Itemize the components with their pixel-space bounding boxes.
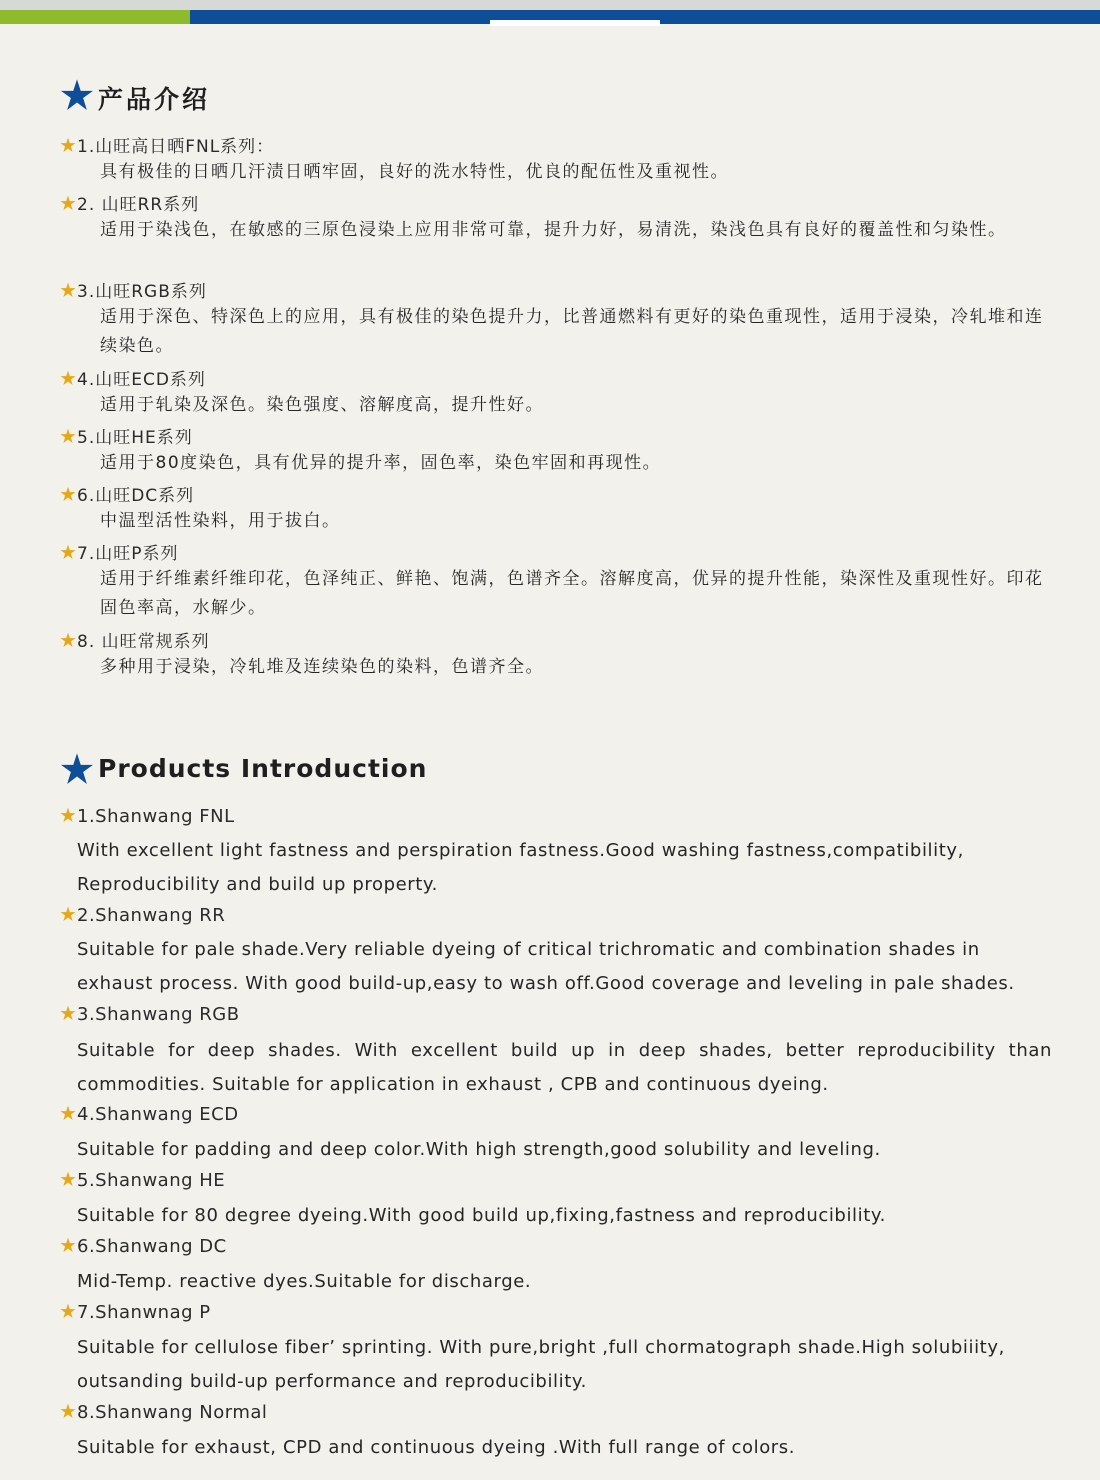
yellow-star-icon — [60, 807, 76, 823]
en-item-desc: Suitable for pale shade.Very reliable dyeing of critical trichromatic and combination shades in exhaust process. With good build-up,easy to wash off.Good coverage and leveling in pale shades. — [77, 939, 1015, 994]
top-color-bar — [0, 0, 1100, 26]
en-item-title — [60, 1170, 225, 1191]
cn-item-desc: 中温型活性染料，用于拔白。 — [100, 511, 341, 531]
en-item-title — [60, 1004, 240, 1025]
cn-item-title-text: 5.山旺HE系列 — [77, 428, 193, 448]
bar-tab-notch — [490, 20, 660, 26]
cn-item-title — [60, 190, 199, 215]
english-product-section — [0, 752, 1100, 1458]
en-item-title-text: 3.Shanwang RGB — [77, 1004, 240, 1025]
yellow-star-icon — [60, 1303, 76, 1319]
en-item-title — [60, 1302, 211, 1323]
en-item-desc: Suitable for 80 degree dyeing.With good build up,fixing,fastness and reproducibility. — [77, 1205, 886, 1226]
cn-item-title-text: 4.山旺ECD系列 — [77, 370, 206, 390]
yellow-star-icon — [60, 1237, 76, 1253]
yellow-star-icon — [60, 1403, 76, 1419]
chinese-section-heading — [0, 78, 1100, 118]
en-item-title-text: 4.Shanwang ECD — [77, 1104, 239, 1125]
en-item-desc: Suitable for exhaust, CPD and continuous dyeing .With full range of colors. — [77, 1437, 796, 1458]
en-item-title-text: 5.Shanwang HE — [77, 1170, 226, 1191]
en-item-desc: Suitable for padding and deep color.With high strength,good solubility and leveling. — [77, 1139, 881, 1160]
yellow-star-icon — [60, 137, 76, 153]
english-section-title: Products Introduction — [98, 754, 428, 783]
cn-item-desc: 多种用于浸染，冷轧堆及连续染色的染料，色谱齐全。 — [100, 657, 544, 677]
cn-item-desc: 适用于深色、特深色上的应用，具有极佳的染色提升力，比普通燃料有更好的染色重现性，适用于浸染，冷轧堆和连续染色。 — [100, 307, 1044, 356]
en-item-title-text: 6.Shanwang DC — [77, 1236, 227, 1257]
cn-item-title — [60, 539, 178, 564]
cn-item-title-text: 1.山旺高日晒FNL系列： — [77, 137, 275, 157]
cn-item-title — [60, 277, 207, 302]
cn-item-desc: 适用于纤维素纤维印花，色泽纯正、鲜艳、饱满，色谱齐全。溶解度高，优异的提升性能，染深性及重现性好。印花固色率高，水解少。 — [100, 569, 1044, 618]
en-item-title — [60, 905, 225, 926]
chinese-product-section — [0, 78, 1100, 677]
en-item-title — [60, 806, 235, 827]
yellow-star-icon — [60, 1171, 76, 1187]
en-item-desc: Suitable for deep shades. With excellent build up in deep shades, better reproducibility than commodities. Suitable for application in exhaust , CPB and continuous dyeing. — [77, 1040, 1052, 1095]
yellow-star-icon — [60, 370, 76, 386]
cn-item-title-text: 2. 山旺RR系列 — [77, 195, 200, 215]
cn-item-title-text: 7.山旺P系列 — [77, 544, 179, 564]
yellow-star-icon — [60, 632, 76, 648]
yellow-star-icon — [60, 1005, 76, 1021]
yellow-star-icon — [60, 282, 76, 298]
en-item-title-text: 2.Shanwang RR — [77, 905, 226, 926]
cn-item-title — [60, 481, 194, 506]
cn-item-title-text: 6.山旺DC系列 — [77, 486, 195, 506]
cn-item-desc: 具有极佳的日晒几汗渍日晒牢固，良好的洗水特性，优良的配伍性及重视性。 — [100, 162, 729, 182]
yellow-star-icon — [60, 544, 76, 560]
chinese-section-title: 产品介绍 — [98, 85, 211, 114]
en-item-title — [60, 1236, 227, 1257]
blue-star-icon — [60, 752, 94, 786]
top-shade-strip — [0, 0, 1100, 10]
en-item-desc: Mid-Temp. reactive dyes.Suitable for discharge. — [77, 1271, 532, 1292]
en-item-title — [60, 1104, 239, 1125]
cn-item-desc: 适用于轧染及深色。染色强度、溶解度高，提升性好。 — [100, 395, 544, 415]
cn-item-title-text: 3.山旺RGB系列 — [77, 282, 207, 302]
cn-item-title — [60, 365, 206, 390]
en-item-title-text: 7.Shanwnag P — [77, 1302, 211, 1323]
cn-item-title — [60, 423, 193, 448]
green-bar-segment — [0, 10, 190, 24]
english-section-heading — [0, 752, 1100, 792]
blue-star-icon — [60, 78, 94, 112]
cn-item-title-text: 8. 山旺常规系列 — [77, 632, 210, 652]
yellow-star-icon — [60, 486, 76, 502]
en-item-title — [60, 1402, 267, 1423]
cn-item-title — [60, 627, 210, 652]
yellow-star-icon — [60, 1105, 76, 1121]
yellow-star-icon — [60, 195, 76, 211]
cn-item-desc: 适用于80度染色，具有优异的提升率，固色率，染色牢固和再现性。 — [100, 453, 662, 473]
yellow-star-icon — [60, 428, 76, 444]
yellow-star-icon — [60, 906, 76, 922]
cn-item-desc: 适用于染浅色，在敏感的三原色浸染上应用非常可靠，提升力好，易清洗，染浅色具有良好的覆盖性和匀染性。 — [100, 220, 1007, 240]
cn-item-title — [60, 132, 274, 157]
en-item-title-text: 1.Shanwang FNL — [77, 806, 235, 827]
en-item-title-text: 8.Shanwang Normal — [77, 1402, 268, 1423]
en-item-desc: With excellent light fastness and perspiration fastness.Good washing fastness,compatibility, Reproducibility and build up property. — [77, 840, 964, 895]
en-item-desc: Suitable for cellulose fiber’ sprinting. With pure,bright ,full chormatograph shade.High solubiiity, outsanding build-up performance and reproducibility. — [77, 1337, 1005, 1392]
